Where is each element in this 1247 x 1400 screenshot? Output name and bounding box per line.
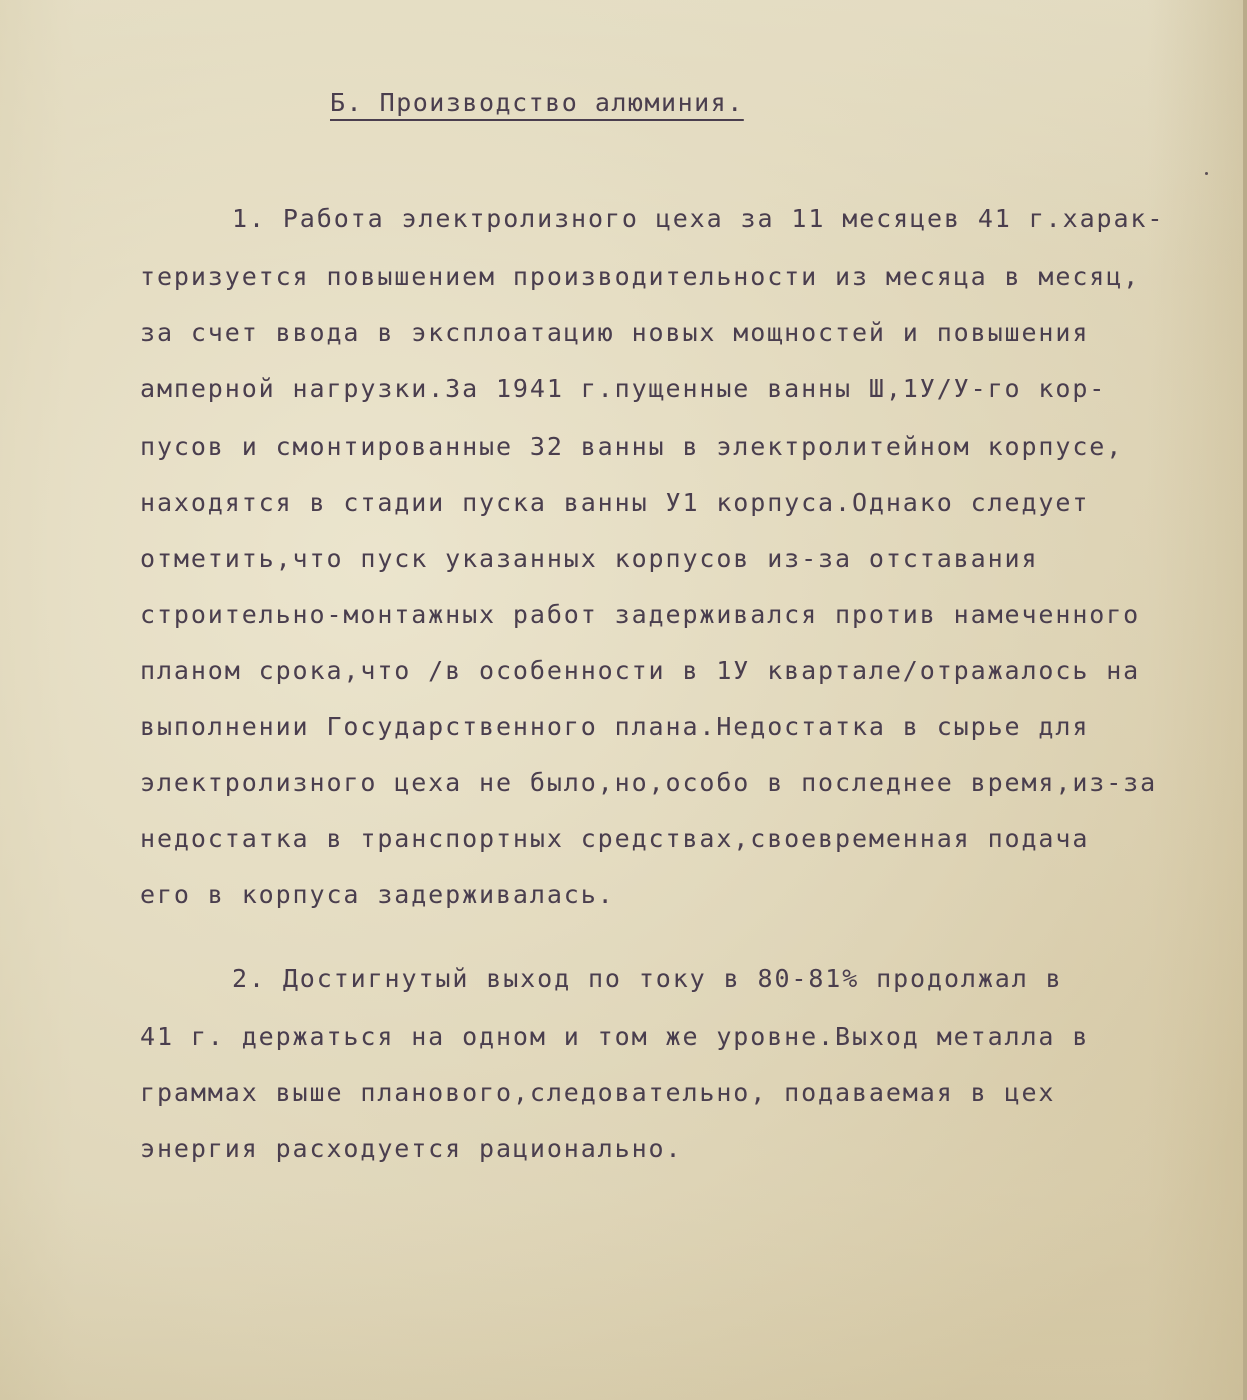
paragraph-1-line: находятся в стадии пуска ванны У1 корпуса.Однако следует — [140, 488, 1090, 517]
paragraph-1-line: строительно-монтажных работ задерживался против намеченного — [140, 600, 1141, 629]
paragraph-1-line: пусов и смонтированные 32 ванны в электролитейном корпусе, — [140, 432, 1124, 461]
paragraph-2-line: 41 г. держаться на одном и том же уровне.Выход металла в — [140, 1022, 1090, 1051]
paragraph-2-line: энергия расходуется рационально. — [140, 1134, 683, 1163]
page-edge — [1243, 0, 1247, 1400]
paragraph-2-line: 2. Достигнутый выход по току в 80-81% продолжал в — [232, 964, 1063, 993]
paragraph-1-line: теризуется повышением производительности из месяца в месяц, — [140, 262, 1141, 291]
paragraph-1-line: электролизного цеха не было,но,особо в последнее время,из-за — [140, 768, 1158, 797]
ink-speck — [1205, 172, 1208, 175]
paragraph-1-line: его в корпуса задерживалась. — [140, 880, 615, 909]
paragraph-1-line: недостатка в транспортных средствах,своевременная подача — [140, 824, 1090, 853]
paragraph-1-line: планом срока,что /в особенности в 1У квартале/отражалось на — [140, 656, 1141, 685]
paragraph-1-line: 1. Работа электролизного цеха за 11 месяцев 41 г.харак- — [232, 204, 1165, 233]
paragraph-1-line: отметить,что пуск указанных корпусов из-за отставания — [140, 544, 1039, 573]
paragraph-1-line: выполнении Государственного плана.Недостатка в сырье для — [140, 712, 1090, 741]
paragraph-1-line: амперной нагрузки.За 1941 г.пущенные ванны Ш,1У/У-го кор- — [140, 374, 1107, 403]
paragraph-1-line: за счет ввода в эксплоатацию новых мощностей и повышения — [140, 318, 1090, 347]
paragraph-2-line: граммах выше планового,следовательно, подаваемая в цех — [140, 1078, 1056, 1107]
section-heading: Б. Производство алюминия. — [330, 88, 744, 117]
